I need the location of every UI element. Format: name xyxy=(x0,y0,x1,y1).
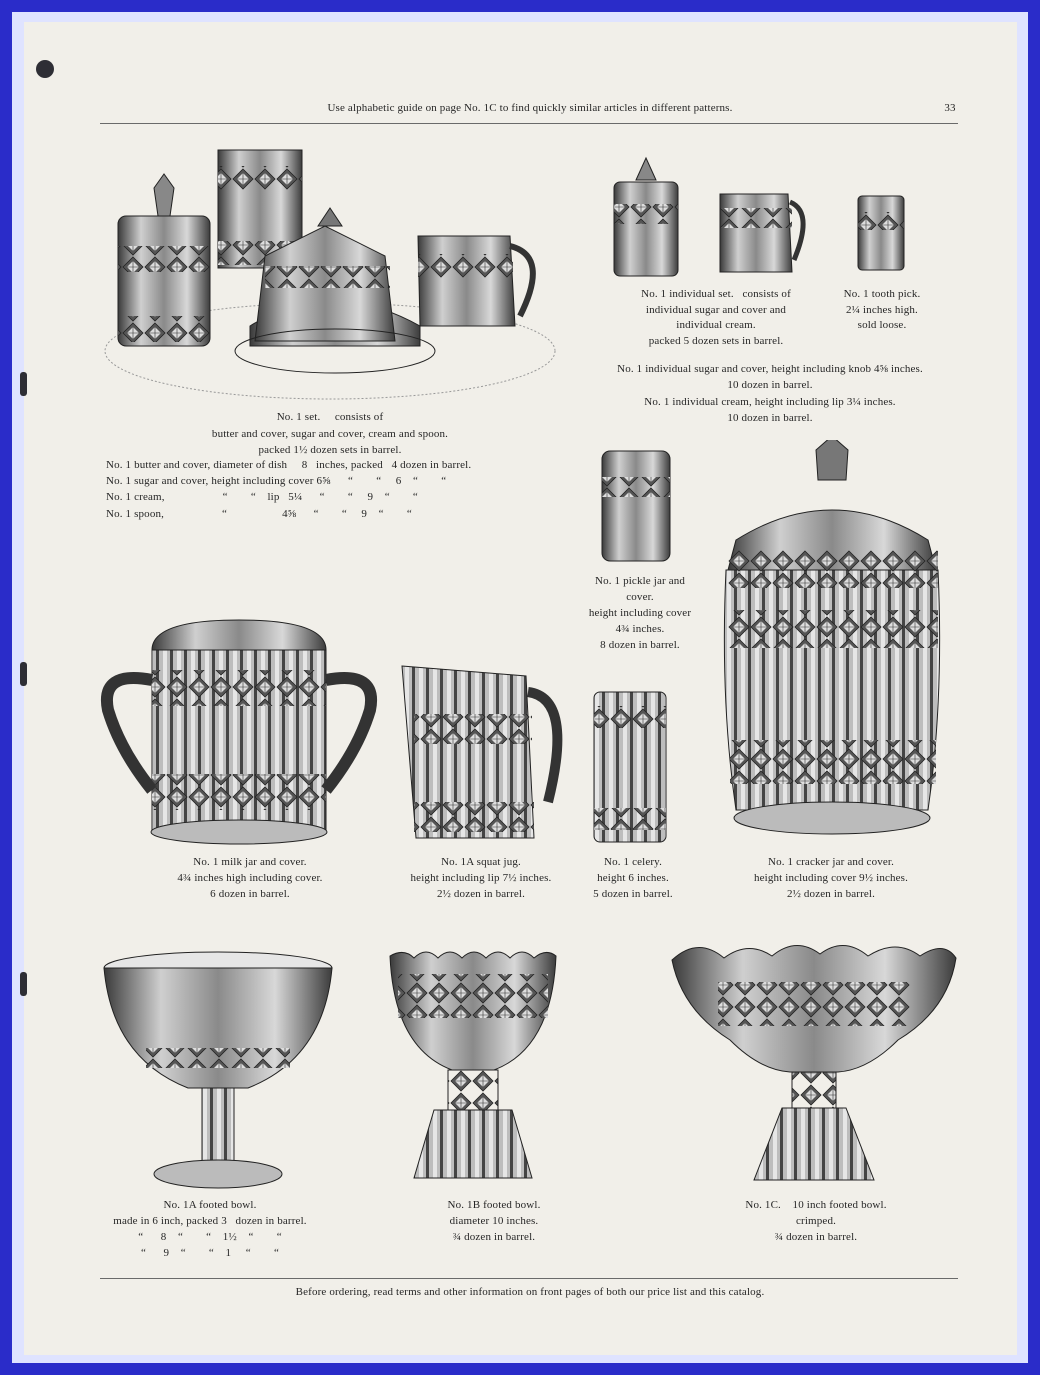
footer-note: Before ordering, read terms and other information on front pages of both our price list and this catalog. xyxy=(295,1286,765,1298)
milk-jar-caption-1: No. 1 milk jar and cover. xyxy=(193,856,307,868)
squat-jug-caption-1: No. 1A squat jug. xyxy=(441,856,521,868)
squat-jug-illustration xyxy=(398,662,566,848)
individual-caption-1: No. 1 individual set. consists of xyxy=(641,288,791,300)
footer-rule xyxy=(100,1278,958,1279)
bowl-1a-caption-1: No. 1A footed bowl. xyxy=(163,1199,257,1211)
set-spec-spoon: No. 1 spoon, “ 4⅝ “ “ 9 “ “ xyxy=(106,508,412,520)
binder-hole xyxy=(36,60,54,78)
bowl-1b-caption-3: ¾ dozen in barrel. xyxy=(452,1231,536,1243)
cracker-jar-illustration xyxy=(706,440,958,844)
set-caption-3: packed 1½ dozen sets in barrel. xyxy=(258,444,402,456)
milk-jar-caption-2: 4¾ inches high including cover. xyxy=(177,872,323,884)
header-note: Use alphabetic guide on page No. 1C to find quickly similar articles in different patterns. xyxy=(327,102,733,114)
page-number: 33 xyxy=(944,102,956,114)
bowl-1a-caption-4: “ 9 “ “ 1 “ “ xyxy=(141,1247,279,1259)
bowl-1a-caption-3: “ 8 “ “ 1½ “ “ xyxy=(138,1231,282,1243)
tooth-pick-illustration xyxy=(855,192,907,274)
bowl-1c-caption-3: ¾ dozen in barrel. xyxy=(774,1231,858,1243)
set-illustration xyxy=(100,146,560,408)
individual-set-illustration xyxy=(608,152,818,282)
bowl-1c-caption-2: crimped. xyxy=(796,1215,836,1227)
bowl-1b-caption-1: No. 1B footed bowl. xyxy=(447,1199,541,1211)
bowl-1b-caption-2: diameter 10 inches. xyxy=(449,1215,539,1227)
tooth-pick-caption-3: sold loose. xyxy=(857,319,907,331)
binder-hole xyxy=(20,372,27,396)
cracker-jar-caption-1: No. 1 cracker jar and cover. xyxy=(767,856,895,868)
pickle-jar-illustration xyxy=(596,443,676,565)
header-rule xyxy=(100,123,958,124)
bowl-1a-caption-2: made in 6 inch, packed 3 dozen in barrel. xyxy=(113,1215,307,1227)
bowl-1c-caption-1: No. 1C. 10 inch footed bowl. xyxy=(745,1199,887,1211)
binder-hole xyxy=(20,662,27,686)
cracker-jar-caption-3: 2½ dozen in barrel. xyxy=(786,888,876,900)
pickle-caption-3: height including cover xyxy=(588,607,692,619)
individual-spec-3: No. 1 individual cream, height including lip 3¼ inches. xyxy=(644,396,896,408)
celery-caption-1: No. 1 celery. xyxy=(603,856,663,868)
footed-bowl-1c-illustration xyxy=(668,930,960,1192)
binder-hole xyxy=(20,972,27,996)
footed-bowl-1b-illustration xyxy=(384,938,562,1192)
tooth-pick-caption-2: 2¼ inches high. xyxy=(846,304,918,316)
individual-caption-3: individual cream. xyxy=(676,319,756,331)
set-caption-2: butter and cover, sugar and cover, cream and spoon. xyxy=(211,428,449,440)
individual-spec-1: No. 1 individual sugar and cover, height including knob 4⅝ inches. xyxy=(617,363,923,375)
tooth-pick-caption-1: No. 1 tooth pick. xyxy=(843,288,921,300)
milk-jar-illustration xyxy=(100,610,378,846)
set-caption-1: No. 1 set. consists of xyxy=(276,411,384,423)
pickle-caption-4: 4¾ inches. xyxy=(615,623,665,635)
pickle-caption-2: cover. xyxy=(626,591,654,603)
footed-bowl-1a-illustration xyxy=(98,948,338,1192)
celery-caption-2: height 6 inches. xyxy=(597,872,669,884)
set-spec-cream: No. 1 cream, “ “ lip 5¼ “ “ 9 “ “ xyxy=(106,491,418,503)
individual-caption-2: individual sugar and cover and xyxy=(645,304,787,316)
cracker-jar-caption-2: height including cover 9½ inches. xyxy=(753,872,909,884)
celery-illustration xyxy=(588,686,672,848)
individual-spec-4: 10 dozen in barrel. xyxy=(727,412,813,424)
individual-spec-2: 10 dozen in barrel. xyxy=(727,379,813,391)
pickle-caption-5: 8 dozen in barrel. xyxy=(600,639,680,651)
set-spec-butter: No. 1 butter and cover, diameter of dish 8 inches, packed 4 dozen in barrel. xyxy=(106,459,472,471)
individual-caption-4: packed 5 dozen sets in barrel. xyxy=(648,335,784,347)
celery-caption-3: 5 dozen in barrel. xyxy=(593,888,673,900)
squat-jug-caption-3: 2½ dozen in barrel. xyxy=(436,888,526,900)
pickle-caption-1: No. 1 pickle jar and xyxy=(594,575,686,587)
squat-jug-caption-2: height including lip 7½ inches. xyxy=(410,872,552,884)
set-spec-sugar: No. 1 sugar and cover, height including cover 6⅝ “ “ 6 “ “ xyxy=(106,475,447,487)
milk-jar-caption-3: 6 dozen in barrel. xyxy=(210,888,290,900)
